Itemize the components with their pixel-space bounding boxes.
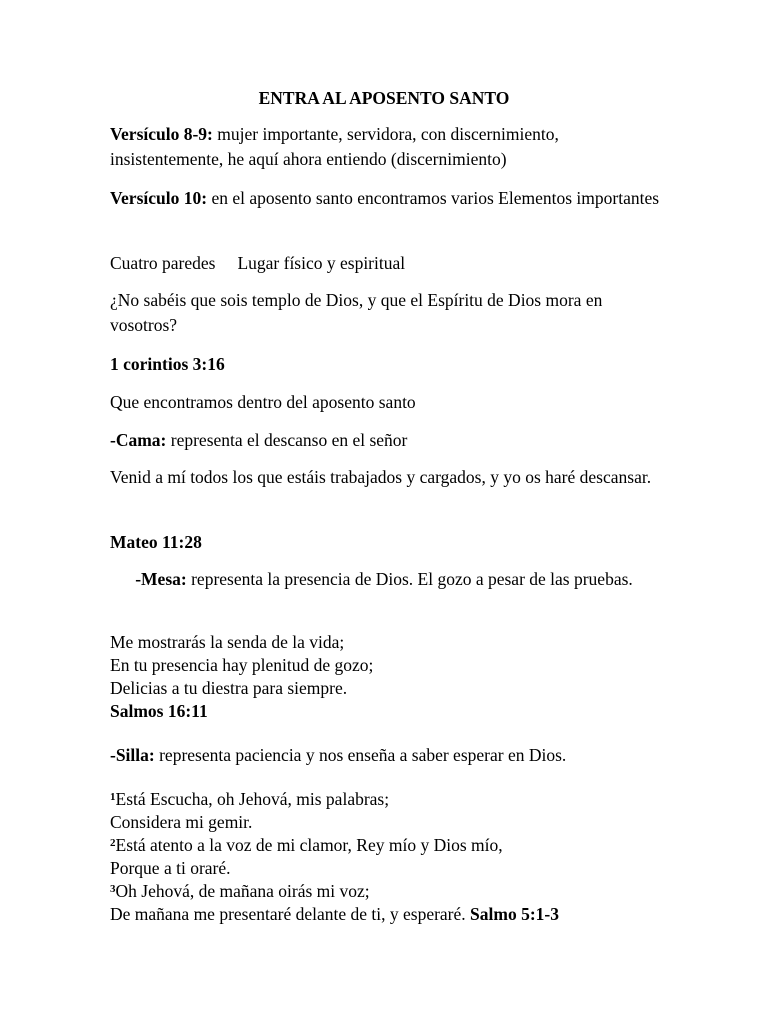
psalm-5-block xyxy=(110,788,710,926)
reference-mateo: Mateo 11:28 xyxy=(110,532,202,552)
psalm-line xyxy=(110,903,710,926)
psalm-line: En tu presencia hay plenitud de gozo; xyxy=(110,655,374,675)
silla-label: -Silla: xyxy=(110,745,155,765)
paragraph-text: mujer importante, servidora, con discernimiento, insistentemente, he aquí ahora entiendo (discernimiento) xyxy=(110,124,559,169)
mesa-label: -Mesa: xyxy=(135,569,187,589)
paragraph-cuatro-paredes xyxy=(110,251,670,276)
paragraph-templo-de-dios xyxy=(110,288,670,338)
reference-1-corintios: 1 corintios 3:16 xyxy=(110,354,225,374)
verse-number: 1 xyxy=(110,791,116,803)
reference-salmo-5: Salmo 5:1-3 xyxy=(470,904,559,924)
psalm-line: Considera mi gemir. xyxy=(110,812,253,832)
psalm-line xyxy=(110,880,710,903)
page-title: ENTRA AL APOSENTO SANTO xyxy=(258,88,510,108)
paragraph-text: representa paciencia y nos enseña a saber esperar en Dios. xyxy=(154,745,567,765)
lugar-fisico-text: Lugar físico y espiritual xyxy=(237,253,406,273)
verse-label: Versículo 8-9: xyxy=(110,124,213,144)
paragraph-venid-a-mi xyxy=(110,465,670,490)
verse-number: 2 xyxy=(110,837,116,849)
paragraph-mesa xyxy=(110,567,658,592)
psalm-line: Delicias a tu diestra para siempre. xyxy=(110,678,348,698)
paragraph-text: en el aposento santo encontramos varios Elementos importantes xyxy=(207,188,660,208)
reference-salmos-16: Salmos 16:11 xyxy=(110,701,208,721)
paragraph-text: ¿No sabéis que sois templo de Dios, y que el Espíritu de Dios mora en vosotros? xyxy=(110,290,603,335)
verse-text: Está Escucha, oh Jehová, mis palabras; xyxy=(115,789,390,809)
verse-text: De mañana me presentaré delante de ti, y esperaré. xyxy=(110,904,471,924)
verse-text: Está atento a la voz de mi clamor, Rey mío y Dios mío, xyxy=(115,835,503,855)
paragraph-text: representa el descanso en el señor xyxy=(166,430,408,450)
psalm-line xyxy=(110,788,710,811)
psalm-line: Me mostrarás la senda de la vida; xyxy=(110,632,345,652)
paragraph-versiculo-8-9 xyxy=(110,122,670,172)
paragraph-text: representa la presencia de Dios. El gozo a pesar de las pruebas. xyxy=(186,569,633,589)
psalm-16-block xyxy=(110,631,670,723)
paragraph-silla xyxy=(110,743,710,768)
paragraph-que-encontramos: Que encontramos dentro del aposento santo xyxy=(110,392,416,412)
verse-label: Versículo 10: xyxy=(110,188,208,208)
psalm-line xyxy=(110,834,710,857)
cama-label: -Cama: xyxy=(110,430,167,450)
cuatro-paredes-text: Cuatro paredes xyxy=(110,253,216,273)
paragraph-text: Venid a mí todos los que estáis trabajados y cargados, y yo os haré descansar. xyxy=(110,467,652,487)
psalm-line: Porque a ti oraré. xyxy=(110,858,231,878)
verse-text: Oh Jehová, de mañana oirás mi voz; xyxy=(115,881,370,901)
paragraph-versiculo-10 xyxy=(110,186,670,211)
paragraph-cama xyxy=(110,428,670,453)
verse-number: 3 xyxy=(110,883,116,895)
